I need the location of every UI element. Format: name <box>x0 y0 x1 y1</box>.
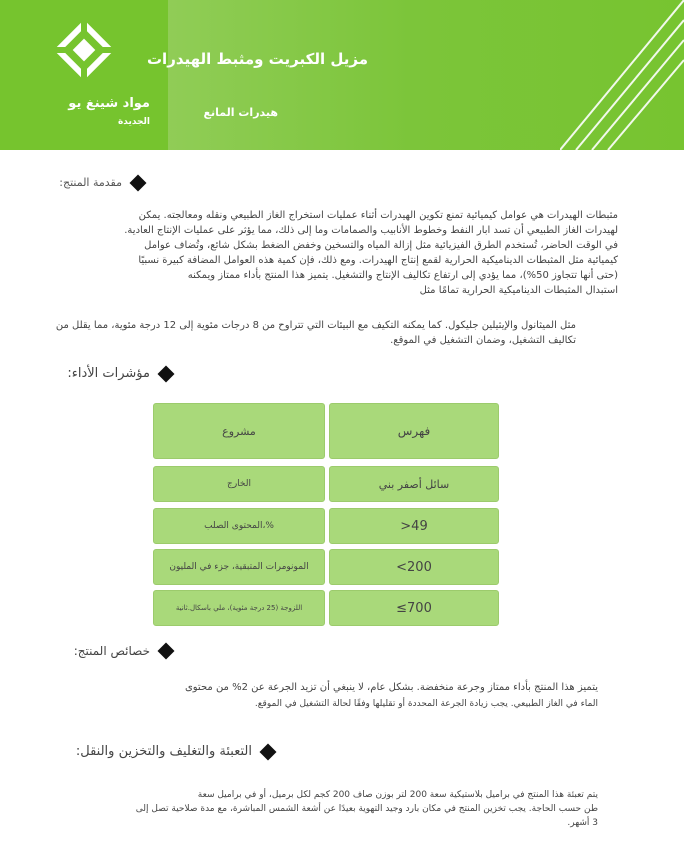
header-banner <box>0 0 684 150</box>
document-subtitle: هيدرات المانع <box>203 106 278 119</box>
bullet-diamond-icon <box>130 174 147 191</box>
intro-heading: مقدمة المنتج: <box>59 176 122 189</box>
packaging-line: طن حسب الحاجة. يجب تخزين المنتج في مكان بارد وجيد التهوية بعيدًا عن أشعة الشمس المباشرة، مع مدة صلاحية تصل إلى <box>135 804 598 814</box>
table-cell-item: اللزوجة (25 درجة مئوية)، ملي باسكال.ثانية <box>153 590 325 626</box>
table-cell-value: <200 <box>329 549 499 585</box>
table-header-item: مشروع <box>153 403 325 459</box>
table-cell-value: >49 <box>329 508 499 544</box>
table-cell-value: سائل أصفر بني <box>329 466 499 502</box>
brand-name: مواد شينغ يو <box>68 96 150 111</box>
intro-paragraph-2 <box>16 318 576 348</box>
logo-column <box>0 0 168 150</box>
company-logo-icon <box>54 20 114 80</box>
intro-line: مثبطات الهيدرات هي عوامل كيميائية تمنع تكوين الهيدرات أثناء عمليات استخراج الغاز الطبيعي ونقله ومعالجته. يمكن <box>138 210 618 221</box>
packaging-heading: التعبئة والتغليف والتخزين والنقل: <box>75 744 252 759</box>
brand-tagline: الجديدة <box>117 117 150 127</box>
packaging-heading-row <box>76 744 274 759</box>
performance-heading-row <box>67 366 172 381</box>
intro-line: (حتى أنها تتجاوز 50%)، مما يؤدي إلى ارتفاع تكاليف الإنتاج والتشغيل. يتميز هذا المنتج بأداء ممتاز ويمكنه <box>187 270 618 281</box>
intro-line: تكاليف التشغيل، وضمان التشغيل في الموقع. <box>390 335 576 346</box>
intro-line: كيميائية مثل المثبطات الديناميكية الحرارية لقمع إنتاج الهيدرات. ومع ذلك، فإن كمية هذه العوامل المضافة كبيرة نسبيًا <box>138 255 618 266</box>
intro-heading-row <box>59 176 144 189</box>
properties-line: يتميز هذا المنتج بأداء ممتاز وجرعة منخفضة. بشكل عام، لا ينبغي أن تزيد الجرعة عن 2% من محتوى <box>184 682 598 693</box>
table-cell-item: الخارج <box>153 466 325 502</box>
bullet-diamond-icon <box>158 643 175 660</box>
intro-line: استبدال المثبطات الديناميكية الحرارية تمامًا مثل <box>419 285 618 296</box>
packaging-line: يتم تعبئة هذا المنتج في براميل بلاستيكية سعة 200 لتر بوزن صاف 200 كجم لكل برميل، أو في براميل سعة <box>197 790 598 800</box>
intro-line: لهيدرات الغاز الطبيعي أن تسد ابار النفط وخطوط الأنابيب والصمامات وما إلى ذلك، مما يؤثر على عمليات الإنتاج العادية. <box>124 225 618 236</box>
properties-heading-row <box>74 644 172 658</box>
packaging-paragraph <box>78 788 598 830</box>
packaging-line: 3 أشهر. <box>567 818 598 828</box>
performance-heading: مؤشرات الأداء: <box>67 366 150 381</box>
document-title: مزيل الكبريت ومثبط الهيدرات <box>146 50 368 68</box>
table-cell-item: المحتوى الصلب،% <box>153 508 325 544</box>
intro-paragraph-1 <box>58 208 618 298</box>
bullet-diamond-icon <box>158 365 175 382</box>
intro-line: مثل الميثانول والإيثيلين جليكول. كما يمكنه التكيف مع البيئات التي تتراوح من 8 درجات مئوية إلى 12 درجة مئوية، مما يقلل من <box>55 320 576 331</box>
decorative-stripes <box>560 0 684 150</box>
properties-heading: خصائص المنتج: <box>73 644 150 658</box>
properties-line: الماء في الغاز الطبيعي. يجب زيادة الجرعة المحددة أو تقليلها وفقًا لحالة التشغيل في الموقع. <box>254 699 598 709</box>
table-cell-item: المونومرات المتبقية، جزء في المليون <box>153 549 325 585</box>
table-cell-value: ≤700 <box>329 590 499 626</box>
table-header-index: فهرس <box>329 403 499 459</box>
intro-line: في الوقت الحاضر، تُستخدم الطرق الفيزيائية مثل إزالة المياه والتسخين وخفض الضغط بشكل شائع، وتُضاف عوامل <box>144 240 618 251</box>
properties-paragraph <box>58 680 598 712</box>
bullet-diamond-icon <box>260 743 277 760</box>
